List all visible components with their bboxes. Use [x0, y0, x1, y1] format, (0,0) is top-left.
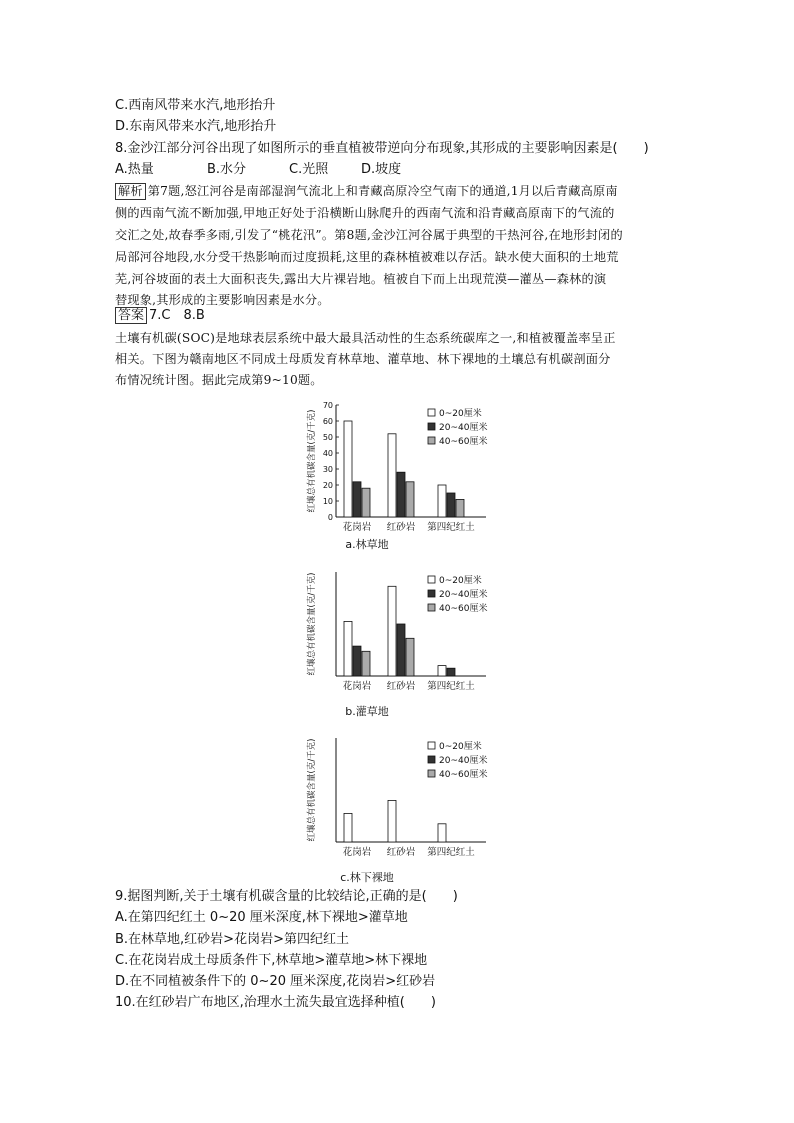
legend-swatch	[428, 437, 435, 444]
legend-label: 0~20厘米	[439, 576, 482, 586]
q10-stem: 10.在红砂岩广布地区,治理水土流失最宜选择种植( )	[115, 995, 436, 1010]
legend-swatch	[428, 756, 435, 763]
y-tick-label: 20	[322, 481, 333, 490]
bar-20-40	[397, 624, 405, 676]
x-tick-label: 第四纪红土	[427, 522, 475, 533]
legend-swatch	[428, 409, 435, 416]
x-tick-label: 第四纪红土	[427, 681, 475, 692]
bar-20-40	[447, 668, 455, 676]
answer-text: 7.C 8.B	[149, 308, 205, 323]
legend-label: 40~60厘米	[439, 437, 488, 447]
chart-a	[300, 395, 510, 541]
q8-option-d: D.坡度	[361, 162, 402, 177]
q7-option-c: C.西南风带来水汽,地形抬升	[115, 98, 276, 113]
chart-c-svg	[300, 728, 510, 862]
legend-label: 20~40厘米	[439, 756, 488, 766]
y-axis-label: 红壤总有机碳含量(克/千克)	[307, 409, 317, 513]
answer-tag: 答案	[115, 307, 147, 324]
bar-20-40	[447, 493, 455, 517]
q9-option-a: A.在第四纪红土 0~20 厘米深度,林下裸地>灌草地	[115, 910, 408, 925]
bar-0-20	[388, 434, 396, 517]
y-axis-label: 红壤总有机碳含量(克/千克)	[307, 738, 317, 842]
q7-option-d: D.东南风带来水汽,地形抬升	[115, 119, 277, 134]
x-tick-label: 红砂岩	[386, 681, 416, 692]
y-tick-label: 70	[322, 401, 333, 410]
legend-label: 20~40厘米	[439, 423, 488, 433]
chart-b-caption: b.灌草地	[345, 705, 389, 718]
bar-40-60	[406, 482, 414, 517]
y-axis-label: 红壤总有机碳含量(克/千克)	[307, 572, 317, 676]
answer-line	[115, 306, 205, 326]
x-tick-label: 花岗岩	[342, 522, 372, 533]
q9-option-d: D.在不同植被条件下的 0~20 厘米深度,花岗岩>红砂岩	[115, 974, 436, 989]
bar-40-60	[362, 651, 370, 676]
intro-line-3: 布情况统计图。据此完成第9~10题。	[115, 373, 323, 387]
analysis-line-2: 侧的西南气流不断加强,甲地正好处于沿横断山脉爬升的西南气流和沿青藏高原南下的气流的	[115, 206, 615, 220]
legend-swatch	[428, 576, 435, 583]
bar-0-20	[388, 586, 396, 676]
x-tick-label: 红砂岩	[386, 847, 416, 858]
chart-c	[300, 728, 510, 866]
y-tick-label: 40	[322, 449, 333, 458]
legend-swatch	[428, 770, 435, 777]
legend-label: 0~20厘米	[439, 409, 482, 419]
chart-b	[300, 562, 510, 700]
analysis-tag: 解析	[115, 183, 146, 200]
y-tick-label: 10	[322, 497, 333, 506]
bar-20-40	[353, 482, 361, 517]
legend-swatch	[428, 590, 435, 597]
chart-b-svg	[300, 562, 510, 696]
q9-option-b: B.在林草地,红砂岩>花岗岩>第四纪红土	[115, 932, 349, 947]
q8-stem: 8.金沙江部分河谷出现了如图所示的垂直植被带逆向分布现象,其形成的主要影响因素是( )	[115, 141, 649, 156]
q8-options	[115, 160, 401, 180]
bar-0-20	[388, 800, 396, 842]
bar-40-60	[406, 638, 414, 676]
bar-0-20	[438, 485, 446, 517]
chart-c-caption: c.林下裸地	[340, 871, 394, 884]
analysis-line-4: 局部河谷地段,水分受干热影响而过度损耗,这里的森林植被难以存活。缺水使大面积的土地荒	[115, 250, 619, 264]
analysis-text: 第7题,怒江河谷是南部湿润气流北上和青藏高原冷空气南下的通道,1月以后青藏高原南	[147, 184, 618, 198]
bar-40-60	[362, 488, 370, 517]
q8-option-b: B.水分	[207, 162, 247, 177]
bar-0-20	[438, 824, 446, 842]
bar-0-20	[344, 421, 352, 517]
analysis-line-1	[115, 181, 618, 201]
intro-line-1: 土壤有机碳(SOC)是地球表层系统中最大最具活动性的生态系统碳库之一,和植被覆盖率呈正	[115, 331, 616, 345]
bar-20-40	[397, 472, 405, 517]
intro-line-2: 相关。下图为赣南地区不同成土母质发育林草地、灌草地、林下裸地的土壤总有机碳剖面分	[115, 352, 611, 366]
analysis-line-5: 芜,河谷坡面的表土大面积丧失,露出大片裸岩地。植被自下而上出现荒漠—灌丛—森林的演	[115, 272, 607, 286]
x-tick-label: 红砂岩	[386, 522, 416, 533]
legend-label: 0~20厘米	[439, 742, 482, 752]
legend-label: 20~40厘米	[439, 590, 488, 600]
y-tick-label: 50	[322, 433, 333, 442]
q9-option-c: C.在花岗岩成土母质条件下,林草地>灌草地>林下裸地	[115, 953, 428, 968]
bar-0-20	[438, 666, 446, 676]
bar-40-60	[456, 499, 464, 517]
analysis-line-6: 替现象,其形成的主要影响因素是水分。	[115, 293, 330, 307]
y-tick-label: 0	[327, 513, 333, 522]
bar-20-40	[353, 646, 361, 676]
legend-swatch	[428, 423, 435, 430]
x-tick-label: 花岗岩	[342, 847, 372, 858]
y-tick-label: 60	[322, 417, 333, 426]
legend-swatch	[428, 604, 435, 611]
x-tick-label: 第四纪红土	[427, 847, 475, 858]
chart-a-caption: a.林草地	[345, 538, 389, 551]
chart-a-svg	[300, 395, 510, 537]
legend-label: 40~60厘米	[439, 770, 488, 780]
y-tick-label: 30	[322, 465, 333, 474]
analysis-line-3: 交汇之处,故春季多雨,引发了“桃花汛”。第8题,金沙江河谷属于典型的干热河谷,在地形封闭的	[115, 228, 623, 242]
q8-option-a: A.热量	[115, 162, 154, 177]
legend-swatch	[428, 742, 435, 749]
bar-0-20	[344, 621, 352, 676]
q8-option-c: C.光照	[289, 162, 329, 177]
x-tick-label: 花岗岩	[342, 681, 372, 692]
bar-0-20	[344, 813, 352, 842]
q9-stem: 9.据图判断,关于土壤有机碳含量的比较结论,正确的是( )	[115, 889, 458, 904]
legend-label: 40~60厘米	[439, 604, 488, 614]
